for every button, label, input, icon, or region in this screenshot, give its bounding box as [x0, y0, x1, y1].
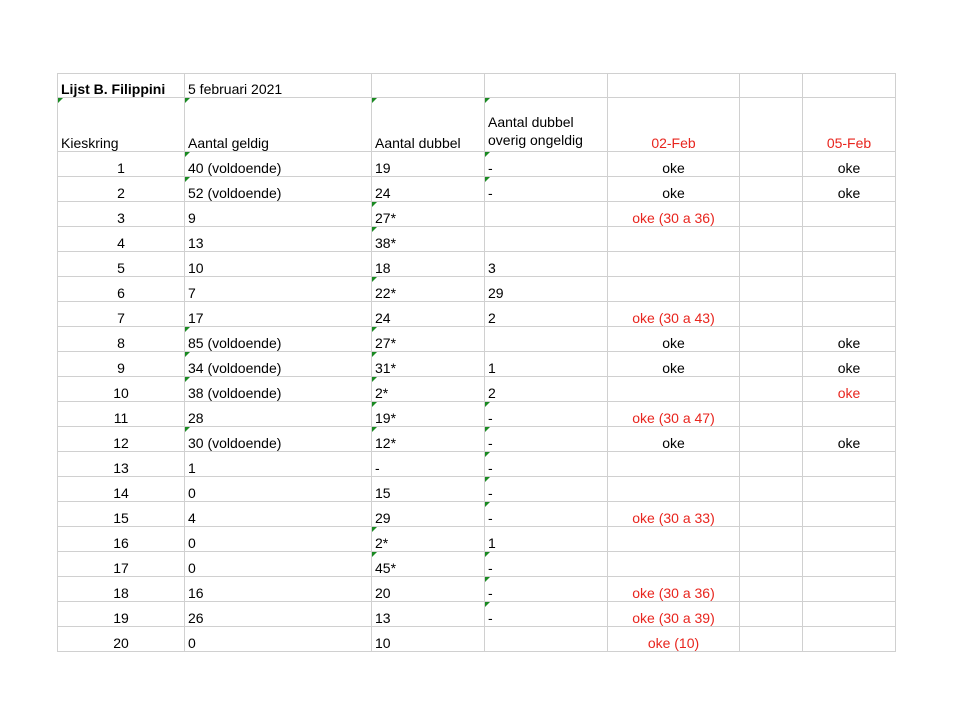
empty-cell[interactable]	[740, 452, 803, 477]
dubbel-cell[interactable]: 38*	[372, 227, 485, 252]
kieskring-cell[interactable]: 13	[58, 452, 185, 477]
kieskring-cell[interactable]: 20	[58, 627, 185, 652]
date2-cell[interactable]	[803, 627, 896, 652]
dubbel-cell[interactable]: 2*	[372, 377, 485, 402]
dubbel-cell[interactable]: 15	[372, 477, 485, 502]
kieskring-cell[interactable]: 4	[58, 227, 185, 252]
data-table	[57, 73, 896, 652]
empty-cell[interactable]	[740, 552, 803, 577]
geldig-cell[interactable]: 85 (voldoende)	[185, 327, 372, 352]
date1-cell[interactable]	[608, 227, 740, 252]
geldig-cell[interactable]: 28	[185, 402, 372, 427]
overig-cell[interactable]	[485, 327, 608, 352]
date2-cell[interactable]	[803, 552, 896, 577]
table-row	[58, 627, 896, 652]
empty-cell[interactable]	[740, 577, 803, 602]
overig-cell[interactable]	[485, 627, 608, 652]
overig-cell[interactable]: -	[485, 452, 608, 477]
geldig-cell[interactable]: 7	[185, 277, 372, 302]
date1-cell[interactable]	[608, 377, 740, 402]
overig-cell[interactable]	[485, 227, 608, 252]
overig-cell[interactable]: -	[485, 402, 608, 427]
geldig-cell[interactable]: 30 (voldoende)	[185, 427, 372, 452]
dubbel-cell[interactable]: 13	[372, 602, 485, 627]
date1-cell[interactable]	[608, 527, 740, 552]
dubbel-cell[interactable]: 20	[372, 577, 485, 602]
empty-cell[interactable]	[372, 74, 485, 98]
dubbel-cell[interactable]: 45*	[372, 552, 485, 577]
dubbel-cell[interactable]: 24	[372, 302, 485, 327]
overig-cell[interactable]: -	[485, 602, 608, 627]
dubbel-cell[interactable]: 22*	[372, 277, 485, 302]
geldig-cell[interactable]: 0	[185, 627, 372, 652]
dubbel-cell[interactable]: 27*	[372, 327, 485, 352]
kieskring-cell[interactable]: 8	[58, 327, 185, 352]
geldig-cell[interactable]: 40 (voldoende)	[185, 152, 372, 177]
date1-cell[interactable]	[608, 277, 740, 302]
table-row	[58, 427, 896, 452]
date1-cell[interactable]: oke (30 a 33)	[608, 502, 740, 527]
dubbel-cell[interactable]: 2*	[372, 527, 485, 552]
empty-cell[interactable]	[803, 74, 896, 98]
table-row	[58, 252, 896, 277]
empty-cell[interactable]	[740, 252, 803, 277]
date1-cell[interactable]: oke (30 a 47)	[608, 402, 740, 427]
geldig-cell[interactable]: 0	[185, 527, 372, 552]
overig-cell[interactable]: -	[485, 152, 608, 177]
table-row	[58, 477, 896, 502]
kieskring-cell[interactable]: 10	[58, 377, 185, 402]
kieskring-cell[interactable]: 16	[58, 527, 185, 552]
overig-cell[interactable]: 2	[485, 302, 608, 327]
overig-cell[interactable]: -	[485, 177, 608, 202]
kieskring-cell[interactable]: 5	[58, 252, 185, 277]
dubbel-cell[interactable]: 19	[372, 152, 485, 177]
table-row	[58, 202, 896, 227]
date2-cell[interactable]: oke	[803, 152, 896, 177]
overig-cell[interactable]: 1	[485, 352, 608, 377]
geldig-cell[interactable]: 13	[185, 227, 372, 252]
empty-cell[interactable]	[740, 477, 803, 502]
geldig-cell[interactable]: 4	[185, 502, 372, 527]
overig-cell[interactable]	[485, 202, 608, 227]
geldig-cell[interactable]: 26	[185, 602, 372, 627]
geldig-cell[interactable]: 17	[185, 302, 372, 327]
table-row	[58, 227, 896, 252]
date2-cell[interactable]	[803, 502, 896, 527]
date1-cell[interactable]	[608, 252, 740, 277]
date2-cell[interactable]: oke	[803, 327, 896, 352]
date1-cell[interactable]	[608, 477, 740, 502]
overig-cell[interactable]: -	[485, 502, 608, 527]
date2-cell[interactable]: oke	[803, 427, 896, 452]
empty-cell[interactable]	[740, 227, 803, 252]
spreadsheet	[57, 73, 896, 652]
empty-cell[interactable]	[740, 327, 803, 352]
geldig-cell[interactable]: 16	[185, 577, 372, 602]
date1-cell[interactable]	[608, 452, 740, 477]
geldig-cell[interactable]: 52 (voldoende)	[185, 177, 372, 202]
geldig-cell[interactable]: 0	[185, 477, 372, 502]
overig-cell[interactable]: -	[485, 577, 608, 602]
list-name-cell[interactable]: Lijst B. Filippini	[58, 74, 185, 98]
empty-cell[interactable]	[740, 427, 803, 452]
table-row	[58, 552, 896, 577]
table-row	[58, 602, 896, 627]
date1-cell[interactable]: oke (30 a 36)	[608, 202, 740, 227]
date2-cell[interactable]	[803, 602, 896, 627]
header-dubbel[interactable]: Aantal dubbel	[372, 98, 485, 152]
table-row	[58, 527, 896, 552]
empty-cell[interactable]	[740, 602, 803, 627]
table-row	[58, 577, 896, 602]
overig-cell[interactable]: 3	[485, 252, 608, 277]
empty-cell[interactable]	[740, 377, 803, 402]
header-date-1[interactable]: 02-Feb	[608, 98, 740, 152]
date2-cell[interactable]	[803, 402, 896, 427]
kieskring-cell[interactable]: 6	[58, 277, 185, 302]
empty-cell[interactable]	[740, 98, 803, 152]
dubbel-cell[interactable]: 18	[372, 252, 485, 277]
table-row	[58, 277, 896, 302]
header-overig[interactable]: Aantal dubbel overig ongeldig	[485, 98, 608, 152]
date2-cell[interactable]	[803, 227, 896, 252]
date2-cell[interactable]: oke	[803, 177, 896, 202]
empty-cell[interactable]	[740, 527, 803, 552]
kieskring-cell[interactable]: 2	[58, 177, 185, 202]
dubbel-cell[interactable]: 27*	[372, 202, 485, 227]
empty-cell[interactable]	[740, 202, 803, 227]
empty-cell[interactable]	[740, 177, 803, 202]
geldig-cell[interactable]: 34 (voldoende)	[185, 352, 372, 377]
kieskring-cell[interactable]: 1	[58, 152, 185, 177]
kieskring-cell[interactable]: 18	[58, 577, 185, 602]
overig-cell[interactable]: 29	[485, 277, 608, 302]
kieskring-cell[interactable]: 12	[58, 427, 185, 452]
dubbel-cell[interactable]: 19*	[372, 402, 485, 427]
header-geldig[interactable]: Aantal geldig	[185, 98, 372, 152]
geldig-cell[interactable]: 38 (voldoende)	[185, 377, 372, 402]
kieskring-cell[interactable]: 15	[58, 502, 185, 527]
date1-cell[interactable]: oke (30 a 43)	[608, 302, 740, 327]
overig-cell[interactable]: -	[485, 552, 608, 577]
empty-cell[interactable]	[740, 152, 803, 177]
geldig-cell[interactable]: 0	[185, 552, 372, 577]
date1-cell[interactable]: oke (10)	[608, 627, 740, 652]
empty-cell[interactable]	[740, 74, 803, 98]
table-row	[58, 177, 896, 202]
date1-cell[interactable]: oke	[608, 427, 740, 452]
geldig-cell[interactable]: 1	[185, 452, 372, 477]
overig-cell[interactable]: 2	[485, 377, 608, 402]
table-row	[58, 502, 896, 527]
table-row	[58, 402, 896, 427]
table-row	[58, 152, 896, 177]
geldig-cell[interactable]: 9	[185, 202, 372, 227]
date2-cell[interactable]	[803, 527, 896, 552]
empty-cell[interactable]	[740, 627, 803, 652]
date2-cell[interactable]	[803, 577, 896, 602]
date2-cell[interactable]: oke	[803, 352, 896, 377]
date1-cell[interactable]: oke (30 a 39)	[608, 602, 740, 627]
date-cell[interactable]: 5 februari 2021	[185, 74, 372, 98]
kieskring-cell[interactable]: 9	[58, 352, 185, 377]
kieskring-cell[interactable]: 7	[58, 302, 185, 327]
dubbel-cell[interactable]: 12*	[372, 427, 485, 452]
table-row	[58, 352, 896, 377]
dubbel-cell[interactable]: -	[372, 452, 485, 477]
empty-cell[interactable]	[740, 352, 803, 377]
dubbel-cell[interactable]: 29	[372, 502, 485, 527]
date1-cell[interactable]: oke	[608, 177, 740, 202]
kieskring-cell[interactable]: 17	[58, 552, 185, 577]
table-row	[58, 302, 896, 327]
dubbel-cell[interactable]: 10	[372, 627, 485, 652]
dubbel-cell[interactable]: 31*	[372, 352, 485, 377]
date2-cell[interactable]	[803, 277, 896, 302]
date1-cell[interactable]: oke	[608, 352, 740, 377]
empty-cell[interactable]	[608, 74, 740, 98]
header-kieskring[interactable]: Kieskring	[58, 98, 185, 152]
date2-cell[interactable]	[803, 452, 896, 477]
date2-cell[interactable]: oke	[803, 377, 896, 402]
overig-cell[interactable]: -	[485, 477, 608, 502]
date2-cell[interactable]	[803, 202, 896, 227]
date2-cell[interactable]	[803, 302, 896, 327]
kieskring-cell[interactable]: 3	[58, 202, 185, 227]
date1-cell[interactable]: oke (30 a 36)	[608, 577, 740, 602]
empty-cell[interactable]	[485, 74, 608, 98]
date1-cell[interactable]: oke	[608, 327, 740, 352]
empty-cell[interactable]	[740, 502, 803, 527]
header-date-2[interactable]: 05-Feb	[803, 98, 896, 152]
overig-cell[interactable]: -	[485, 427, 608, 452]
kieskring-cell[interactable]: 11	[58, 402, 185, 427]
table-row	[58, 452, 896, 477]
kieskring-cell[interactable]: 14	[58, 477, 185, 502]
date2-cell[interactable]	[803, 252, 896, 277]
overig-cell[interactable]: 1	[485, 527, 608, 552]
title-row	[58, 74, 896, 98]
header-row	[58, 98, 896, 152]
dubbel-cell[interactable]: 24	[372, 177, 485, 202]
date1-cell[interactable]: oke	[608, 152, 740, 177]
table-row	[58, 377, 896, 402]
kieskring-cell[interactable]: 19	[58, 602, 185, 627]
geldig-cell[interactable]: 10	[185, 252, 372, 277]
date1-cell[interactable]	[608, 552, 740, 577]
empty-cell[interactable]	[740, 402, 803, 427]
empty-cell[interactable]	[740, 277, 803, 302]
empty-cell[interactable]	[740, 302, 803, 327]
date2-cell[interactable]	[803, 477, 896, 502]
table-row	[58, 327, 896, 352]
